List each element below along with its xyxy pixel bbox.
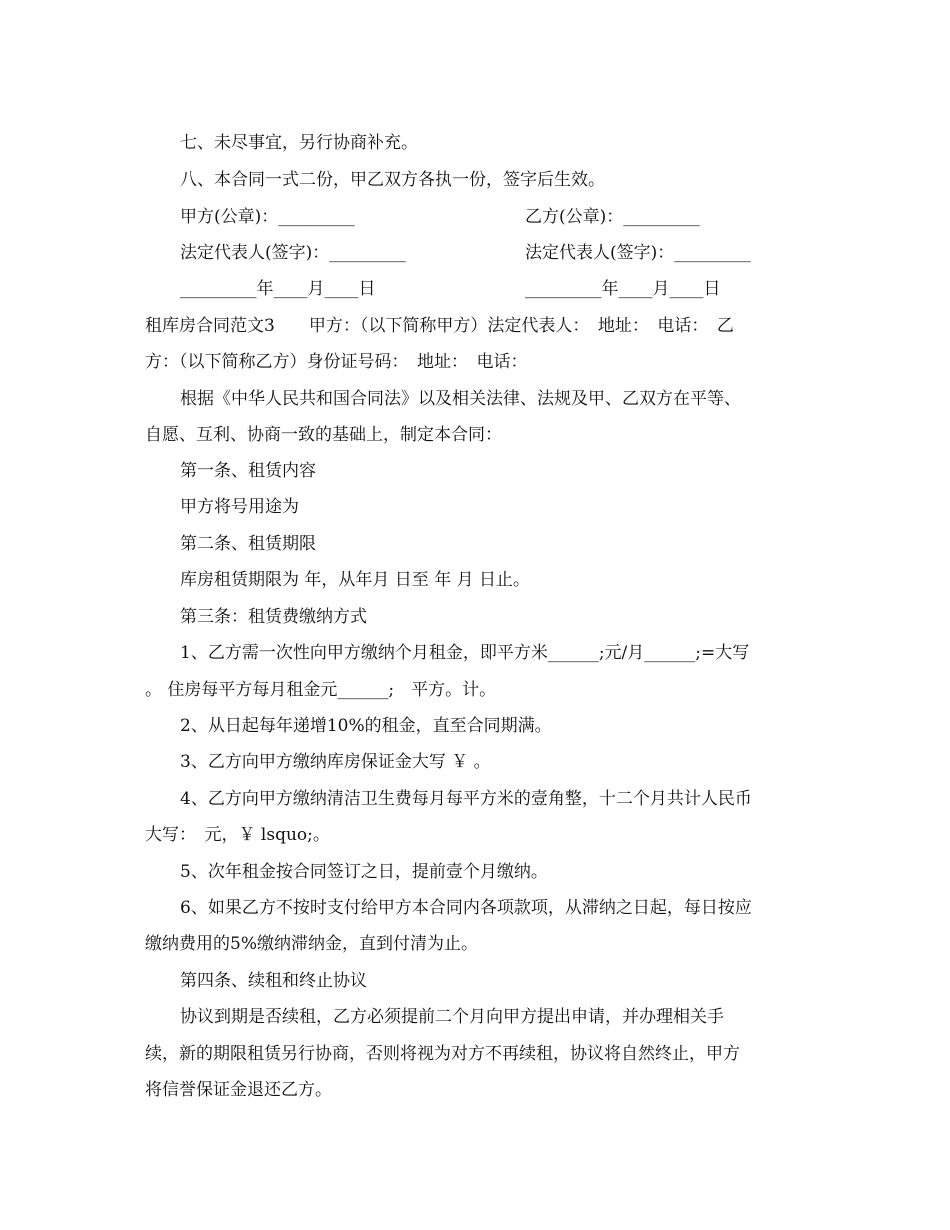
party-a-date: _________年____月____日 (180, 279, 376, 299)
contract-heading-line: 租库房合同范文3 甲方：（以下简称甲方）法定代表人： 地址： 电话： 乙 (145, 316, 734, 336)
party-b-representative: 法定代表人(签字)：_________ (525, 243, 751, 263)
payment-item-3: 3、乙方向甲方缴纳库房保证金大写 ￥ 。 (180, 752, 491, 772)
article-three-heading: 第三条：租赁费缴纳方式 (180, 607, 367, 627)
payment-item-4-line-2: 大写： 元，￥ lsquo;。 (145, 825, 330, 845)
payment-item-1-line-2: 。 住房每平方每月租金元______; 平方。计。 (145, 680, 497, 700)
clause-seven: 七、未尽事宜，另行协商补充。 (180, 133, 418, 153)
article-one-heading: 第一条、租赁内容 (180, 461, 316, 481)
article-two-body: 库房租赁期限为 年，从年月 日至 年 月 日止。 (180, 570, 531, 590)
party-a-seal: 甲方(公章)：_________ (180, 207, 355, 227)
renewal-paragraph-line-1: 协议到期是否续租，乙方必须提前二个月向甲方提出申请，并办理相关手 (180, 1007, 724, 1027)
renewal-paragraph-line-2: 续，新的期限租赁另行协商，否则将视为对方不再续租，协议将自然终止，甲方 (145, 1044, 740, 1064)
payment-item-6-line-2: 缴纳费用的5%缴纳滞纳金，直到付清为止。 (145, 934, 478, 954)
clause-eight: 八、本合同一式二份，甲乙双方各执一份，签字后生效。 (180, 170, 605, 190)
party-info-line: 方：（以下简称乙方）身份证号码： 地址： 电话： (145, 352, 528, 372)
article-one-body: 甲方将号用途为 (180, 497, 299, 517)
party-b-seal: 乙方(公章)：_________ (525, 207, 700, 227)
article-two-heading: 第二条、租赁期限 (180, 534, 316, 554)
preamble-line-2: 自愿、互利、协商一致的基础上，制定本合同： (145, 425, 502, 445)
party-b-date: _________年____月____日 (525, 279, 721, 299)
payment-item-4-line-1: 4、乙方向甲方缴纳清洁卫生费每月每平方米的壹角整，十二个月共计人民币 (180, 789, 752, 809)
party-a-representative: 法定代表人(签字)：_________ (180, 243, 406, 263)
preamble-line-1: 根据《中华人民共和国合同法》以及相关法律、法规及甲、乙双方在平等、 (180, 389, 741, 409)
payment-item-1-line-1: 1、乙方需一次性向甲方缴纳个月租金，即平方米______;元/月______;=大写 (180, 643, 750, 663)
renewal-paragraph-line-3: 将信誉保证金退还乙方。 (145, 1080, 332, 1100)
payment-item-6-line-1: 6、如果乙方不按时支付给甲方本合同内各项款项，从滞纳之日起，每日按应 (180, 898, 752, 918)
payment-item-2: 2、从日起每年递增10%的租金，直至合同期满。 (180, 716, 552, 736)
article-four-heading: 第四条、续租和终止协议 (180, 971, 367, 991)
payment-item-5: 5、次年租金按合同签订之日，提前壹个月缴纳。 (180, 862, 548, 882)
